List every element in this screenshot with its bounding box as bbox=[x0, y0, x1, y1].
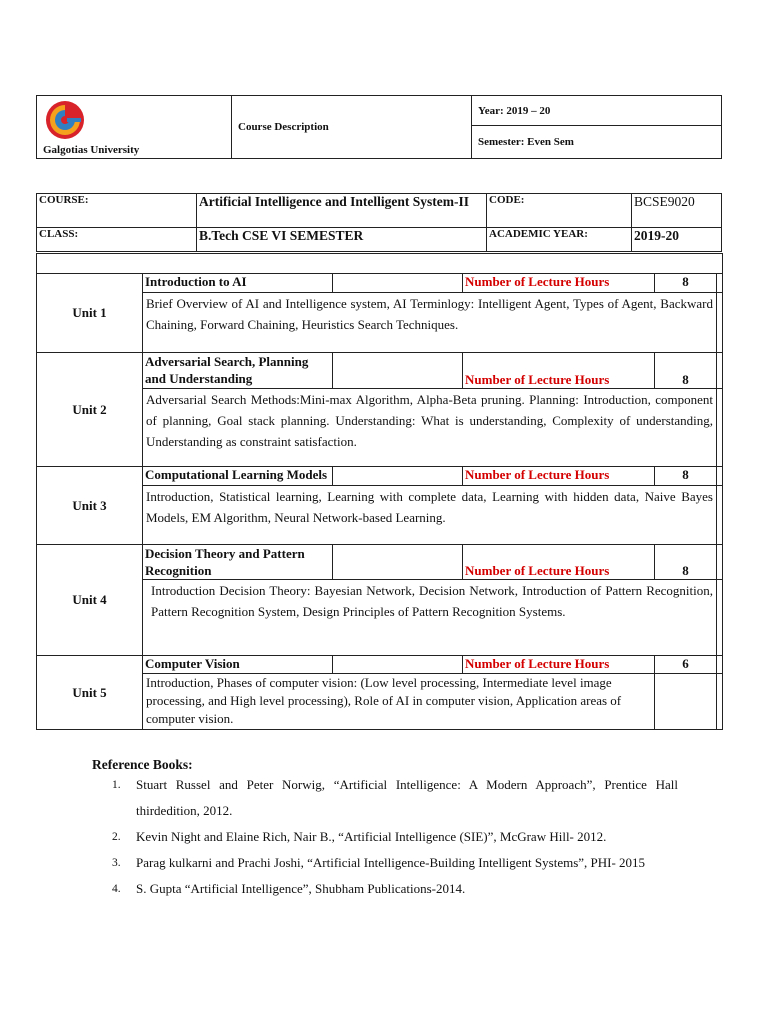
references-heading: Reference Books: bbox=[92, 757, 193, 772]
university-name: Galgotias University bbox=[43, 144, 140, 156]
edge-cell bbox=[717, 353, 723, 389]
edge-cell bbox=[717, 293, 723, 353]
reference-number: 2. bbox=[112, 831, 121, 843]
code-value: BCSE9020 bbox=[632, 194, 722, 228]
reference-number: 4. bbox=[112, 883, 121, 895]
logo-cell bbox=[37, 96, 232, 159]
hours-value: 8 bbox=[655, 274, 717, 293]
hours-value: 8 bbox=[655, 353, 717, 389]
header-table bbox=[36, 95, 722, 159]
university-logo-icon bbox=[43, 99, 87, 141]
edge-cell bbox=[717, 656, 723, 674]
hours-value: 8 bbox=[655, 545, 717, 580]
course-description-cell bbox=[232, 96, 472, 159]
hours-value: 8 bbox=[655, 467, 717, 486]
unit-label: Unit 4 bbox=[37, 545, 143, 656]
edge-cell bbox=[717, 545, 723, 580]
unit-title: Computational Learning Models bbox=[143, 467, 333, 486]
class-label: CLASS: bbox=[37, 228, 197, 252]
semester-cell bbox=[472, 126, 722, 159]
course-info-table bbox=[36, 193, 722, 252]
reference-item bbox=[112, 850, 678, 876]
edge-cell bbox=[717, 486, 723, 545]
unit-title: Decision Theory and Pattern Recognition bbox=[143, 545, 333, 580]
units-table bbox=[36, 253, 723, 730]
reference-number: 1. bbox=[112, 779, 121, 791]
reference-text: Parag kulkarni and Prachi Joshi, “Artificial Intelligence-Building Intelligent Systems”, PHI- 2015 bbox=[136, 855, 646, 870]
reference-text: S. Gupta “Artificial Intelligence”, Shubham Publications-2014. bbox=[136, 881, 466, 896]
reference-number: 3. bbox=[112, 857, 121, 869]
blank-cell bbox=[333, 545, 463, 580]
unit-row bbox=[37, 545, 723, 580]
reference-item bbox=[112, 876, 678, 902]
hours-label: Number of Lecture Hours bbox=[463, 545, 655, 580]
code-label: CODE: bbox=[487, 194, 632, 228]
course-value: Artificial Intelligence and Intelligent System-II bbox=[197, 194, 487, 228]
year-label: Year: 2019 – 20 bbox=[478, 104, 551, 117]
class-value: B.Tech CSE VI SEMESTER bbox=[197, 228, 487, 252]
hours-label: Number of Lecture Hours bbox=[463, 467, 655, 486]
unit-label: Unit 3 bbox=[37, 467, 143, 545]
blank-cell bbox=[333, 656, 463, 674]
unit-row bbox=[37, 274, 723, 293]
hours-value: 6 bbox=[655, 656, 717, 674]
unit-title: Computer Vision bbox=[143, 656, 333, 674]
edge-cell bbox=[717, 580, 723, 656]
unit-description: Introduction Decision Theory: Bayesian Network, Decision Network, Introduction of Pattern Recognition, Pattern Recognition System, Design Principles of Pattern Recognition Systems. bbox=[143, 580, 717, 656]
blank-cell bbox=[655, 674, 717, 730]
hours-label: Number of Lecture Hours bbox=[463, 274, 655, 293]
unit-title: Adversarial Search, Planning and Understanding bbox=[143, 353, 333, 389]
academic-year-label: ACADEMIC YEAR: bbox=[487, 228, 632, 252]
unit-label: Unit 1 bbox=[37, 274, 143, 353]
reference-item bbox=[112, 772, 678, 824]
spacer-row bbox=[37, 254, 723, 274]
unit-description: Adversarial Search Methods:Mini-max Algorithm, Alpha-Beta pruning. Planning: Introduction, component of planning, Goal stack planning. Understanding: What is understanding, Complexity of understanding, Understanding as constraint satisfaction. bbox=[143, 389, 717, 467]
blank-cell bbox=[333, 353, 463, 389]
unit-row bbox=[37, 467, 723, 486]
reference-text: Stuart Russel and Peter Norwig, “Artificial Intelligence: A Modern Approach”, Prentice Hall thirdedition, 2012. bbox=[136, 777, 678, 818]
course-label: COURSE: bbox=[37, 194, 197, 228]
references-list bbox=[112, 772, 678, 902]
edge-cell bbox=[717, 274, 723, 293]
course-description-label: Course Description bbox=[238, 121, 329, 133]
year-cell bbox=[472, 96, 722, 126]
unit-label: Unit 5 bbox=[37, 656, 143, 730]
unit-description: Introduction, Phases of computer vision: (Low level processing, Intermediate level image processing, and High level processing), Role of AI in computer vision, Application areas of computer vision. bbox=[143, 674, 655, 730]
unit-label: Unit 2 bbox=[37, 353, 143, 467]
unit-row bbox=[37, 353, 723, 389]
unit-description: Brief Overview of AI and Intelligence system, AI Terminlogy: Intelligent Agent, Types of Agent, Backward Chaining, Forward Chaining, Heuristics Search Techniques. bbox=[143, 293, 717, 353]
edge-cell bbox=[717, 389, 723, 467]
unit-row bbox=[37, 656, 723, 674]
reference-text: Kevin Night and Elaine Rich, Nair B., “Artificial Intelligence (SIE)”, McGraw Hill- 2012. bbox=[136, 829, 607, 844]
unit-title: Introduction to AI bbox=[143, 274, 333, 293]
semester-label: Semester: Even Sem bbox=[478, 136, 574, 149]
blank-cell bbox=[333, 274, 463, 293]
reference-item bbox=[112, 824, 678, 850]
blank-cell bbox=[333, 467, 463, 486]
hours-label: Number of Lecture Hours bbox=[463, 656, 655, 674]
academic-year-value: 2019-20 bbox=[632, 228, 722, 252]
edge-cell bbox=[717, 467, 723, 486]
edge-cell bbox=[717, 674, 723, 730]
hours-label: Number of Lecture Hours bbox=[463, 353, 655, 389]
unit-description: Introduction, Statistical learning, Learning with complete data, Learning with hidden data, Naive Bayes Models, EM Algorithm, Neural Network-based Learning. bbox=[143, 486, 717, 545]
